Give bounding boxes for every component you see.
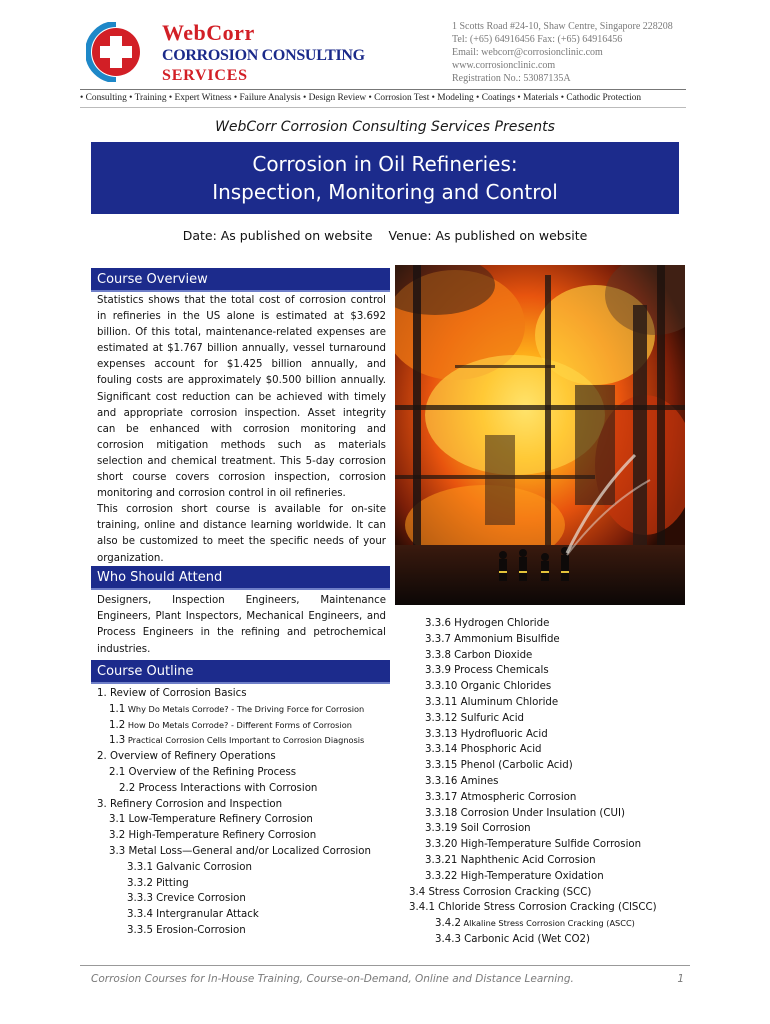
page-number: 1 xyxy=(677,973,684,985)
outline-item-number: 3.3.15 xyxy=(425,760,458,772)
outline-item xyxy=(395,916,695,932)
outline-item-label: Process Chemicals xyxy=(454,665,549,677)
outline-item-label: Aluminum Chloride xyxy=(460,696,559,708)
outline-item xyxy=(97,781,387,797)
outline-item-label: Erosion-Corrosion xyxy=(156,924,246,936)
outline-item-number: 1.3 xyxy=(109,735,126,747)
outline-item-label: Intergranular Attack xyxy=(156,909,259,921)
outline-item xyxy=(395,806,695,822)
outline-item-number: 3.3.13 xyxy=(425,728,458,740)
presents-line: WebCorr Corrosion Consulting Services Presents xyxy=(215,119,555,135)
outline-item-number: 3.3.9 xyxy=(425,665,451,677)
outline-item-number: 3.4 xyxy=(409,886,426,898)
outline-item xyxy=(97,765,387,781)
outline-item-number: 2.2 xyxy=(119,782,136,794)
outline-item-number: 3.3.10 xyxy=(425,681,458,693)
outline-item-label: High-Temperature Oxidation xyxy=(460,870,604,882)
outline-item-number: 1.2 xyxy=(109,719,126,731)
contact-info xyxy=(452,20,752,85)
outline-item-label: Stress Corrosion Cracking (SCC) xyxy=(428,886,592,898)
outline-item-number: 3.3.18 xyxy=(425,807,458,819)
outline-item-number: 3.3.5 xyxy=(127,924,153,936)
contact-registration: Registration No.: 53087135A xyxy=(452,73,571,84)
course-title-banner xyxy=(91,142,679,214)
outline-item-label: Corrosion Under Insulation (CUI) xyxy=(460,807,625,819)
outline-item xyxy=(395,774,695,790)
course-overview-text xyxy=(97,293,386,567)
outline-item-label: Ammonium Bisulfide xyxy=(454,633,560,645)
brand-name: WebCorr xyxy=(162,20,255,45)
outline-item-number: 3. xyxy=(97,798,107,810)
outline-item xyxy=(395,742,695,758)
brand-subtitle: CORROSION CONSULTING xyxy=(162,47,365,64)
who-should-attend-text: Designers, Inspection Engineers, Maintenance Engineers, Plant Inspectors, Mechanical Engineers, and Process Engineers in the refining and petrochemical industries. xyxy=(97,595,386,655)
outline-item xyxy=(97,923,387,939)
outline-item-label: Phenol (Carbolic Acid) xyxy=(460,760,573,772)
outline-item-number: 3.3.12 xyxy=(425,712,458,724)
outline-item xyxy=(395,900,695,916)
outline-item-label: Amines xyxy=(460,775,499,787)
outline-item-number: 3.1 xyxy=(109,814,126,826)
overview-paragraph-1: Statistics shows that the total cost of corrosion control in refineries in the US alone is estimated at $3.692 billion. Of this total, maintenance-related expenses are estimated at $1.767 billion annually, vessel turnaround expenses account for $1.425 billion annually, and fouling costs are approximately $0.500 billion annually. Significant cost reduction can be achieved with timely and appropriate corrosion inspection. Asset integrity can be enhanced with corrosion monitoring and corrosion mitigation methods such as materials selection and chemical treatment. This 5-day corrosion short course covers corrosion inspection, corrosion monitoring and corrosion control in oil refineries. xyxy=(97,295,386,500)
outline-item-label: Soil Corrosion xyxy=(460,823,531,835)
outline-item-label: High-Temperature Refinery Corrosion xyxy=(128,830,317,842)
outline-item-number: 3.4.3 xyxy=(435,933,461,945)
outline-item xyxy=(97,828,387,844)
outline-item xyxy=(395,648,695,664)
outline-item-number: 3.3.19 xyxy=(425,823,458,835)
footer-divider xyxy=(80,965,690,966)
outline-item xyxy=(395,663,695,679)
outline-item-label: How Do Metals Corrode? - Different Forms of Corrosion xyxy=(127,719,352,730)
outline-item-number: 3.3.2 xyxy=(127,877,153,889)
outline-item xyxy=(395,758,695,774)
outline-item xyxy=(395,632,695,648)
outline-item xyxy=(395,695,695,711)
outline-item-number: 2.1 xyxy=(109,766,126,778)
outline-item xyxy=(97,686,387,702)
outline-item-label: Pitting xyxy=(156,877,189,889)
brand-block xyxy=(162,20,422,86)
outline-item-label: Hydrofluoric Acid xyxy=(460,728,548,740)
footer-text: Corrosion Courses for In-House Training, Course-on-Demand, Online and Distance Learning. xyxy=(91,973,574,985)
outline-item-label: Practical Corrosion Cells Important to Corrosion Diagnosis xyxy=(127,735,365,746)
course-date: Date: As published on website xyxy=(182,228,373,243)
services-list: • Consulting • Training • Expert Witness • Failure Analysis • Design Review • Corrosion Test • Modeling • Coatings • Materials • Cathodic Protection xyxy=(80,93,642,103)
outline-item-label: Organic Chlorides xyxy=(460,681,552,693)
webcorr-logo-icon xyxy=(86,22,146,82)
outline-item-label: Crevice Corrosion xyxy=(156,893,246,905)
course-title-line-2: Inspection, Monitoring and Control xyxy=(212,180,558,204)
outline-item-label: Sulfuric Acid xyxy=(460,712,524,724)
contact-email: Email: webcorr@corrosionclinic.com xyxy=(452,47,603,58)
date-venue xyxy=(0,228,770,243)
brand-subtitle-2: SERVICES xyxy=(162,67,248,84)
outline-item xyxy=(97,749,387,765)
outline-item-number: 3.3.20 xyxy=(425,839,458,851)
course-outline-left xyxy=(97,686,387,939)
outline-item xyxy=(97,844,387,860)
outline-item-label: Chloride Stress Corrosion Cracking (ClSCC) xyxy=(438,902,657,914)
outline-item-label: Low-Temperature Refinery Corrosion xyxy=(128,814,313,826)
outline-item-number: 3.3.14 xyxy=(425,744,458,756)
contact-website: www.corrosionclinic.com xyxy=(452,60,556,71)
outline-item-label: Phosphoric Acid xyxy=(460,744,542,756)
contact-phone: Tel: (+65) 64916456 Fax: (+65) 64916456 xyxy=(452,34,623,45)
course-venue: Venue: As published on website xyxy=(388,228,588,243)
outline-item-label: Carbonic Acid (Wet CO2) xyxy=(464,933,591,945)
course-outline-right xyxy=(395,616,695,948)
outline-item-label: Refinery Corrosion and Inspection xyxy=(109,798,283,810)
outline-item-label: Atmospheric Corrosion xyxy=(460,791,577,803)
outline-item-number: 2. xyxy=(97,751,107,763)
outline-item-label: Metal Loss—General and/or Localized Corrosion xyxy=(128,845,371,857)
outline-item-label: Overview of the Refining Process xyxy=(128,766,297,778)
outline-item-label: Naphthenic Acid Corrosion xyxy=(460,854,596,866)
outline-item xyxy=(395,790,695,806)
outline-item-label: Overview of Refinery Operations xyxy=(109,751,276,763)
outline-item xyxy=(395,711,695,727)
outline-item xyxy=(395,821,695,837)
outline-item-label: Galvanic Corrosion xyxy=(156,861,252,873)
outline-item xyxy=(97,876,387,892)
course-overview-heading: Course Overview xyxy=(91,268,390,292)
course-outline-heading: Course Outline xyxy=(91,660,390,684)
outline-item-number: 3.3.21 xyxy=(425,854,458,866)
outline-item-label: Hydrogen Chloride xyxy=(454,618,550,629)
outline-item-number: 3.3.11 xyxy=(425,696,458,708)
outline-item-number: 3.3.1 xyxy=(127,861,153,873)
header-divider-2 xyxy=(80,107,686,108)
outline-item-label: Review of Corrosion Basics xyxy=(109,688,247,699)
outline-item-number: 1.1 xyxy=(109,703,126,715)
outline-item-number: 3.2 xyxy=(109,830,126,842)
contact-address: 1 Scotts Road #24-10, Shaw Centre, Singapore 228208 xyxy=(452,21,673,32)
outline-item-label: High-Temperature Sulfide Corrosion xyxy=(460,839,642,851)
outline-item-number: 3.4.1 xyxy=(409,902,435,914)
outline-item xyxy=(97,797,387,813)
outline-item xyxy=(97,891,387,907)
outline-item-label: Carbon Dioxide xyxy=(454,649,533,661)
outline-item-number: 3.3.22 xyxy=(425,870,458,882)
outline-item xyxy=(97,907,387,923)
header-divider xyxy=(80,89,686,90)
outline-item-label: Process Interactions with Corrosion xyxy=(138,782,318,794)
outline-item-number: 3.3.7 xyxy=(425,633,451,645)
who-should-attend-heading: Who Should Attend xyxy=(91,566,390,590)
outline-item xyxy=(395,727,695,743)
outline-item xyxy=(395,885,695,901)
outline-item-number: 3.3.3 xyxy=(127,893,153,905)
outline-item-label: Why Do Metals Corrode? - The Driving Force for Corrosion xyxy=(127,703,365,714)
outline-item-number: 1. xyxy=(97,688,107,699)
outline-item-number: 3.3 xyxy=(109,845,126,857)
refinery-fire-photo xyxy=(395,265,685,605)
outline-item xyxy=(97,718,387,734)
outline-item xyxy=(395,837,695,853)
outline-item xyxy=(97,733,387,749)
overview-paragraph-2: This corrosion short course is available for on-site training, online and distance learning worldwide. It can also be customized to meet the specific needs of your organization. xyxy=(97,504,386,564)
outline-item-number: 3.3.8 xyxy=(425,649,451,661)
outline-item xyxy=(395,679,695,695)
outline-item-number: 3.4.2 xyxy=(435,918,461,930)
outline-item-number: 3.3.4 xyxy=(127,909,153,921)
outline-item xyxy=(97,812,387,828)
outline-item-number: 3.3.17 xyxy=(425,791,458,803)
outline-item xyxy=(395,853,695,869)
outline-item xyxy=(395,932,695,948)
outline-item xyxy=(395,869,695,885)
outline-item-number: 3.3.16 xyxy=(425,775,458,787)
course-title-line-1: Corrosion in Oil Refineries: xyxy=(252,152,518,176)
outline-item xyxy=(97,860,387,876)
outline-item xyxy=(97,702,387,718)
outline-item-number: 3.3.6 xyxy=(425,618,451,629)
outline-item xyxy=(395,616,695,632)
outline-item-label: Alkaline Stress Corrosion Cracking (ASCC) xyxy=(463,918,635,929)
